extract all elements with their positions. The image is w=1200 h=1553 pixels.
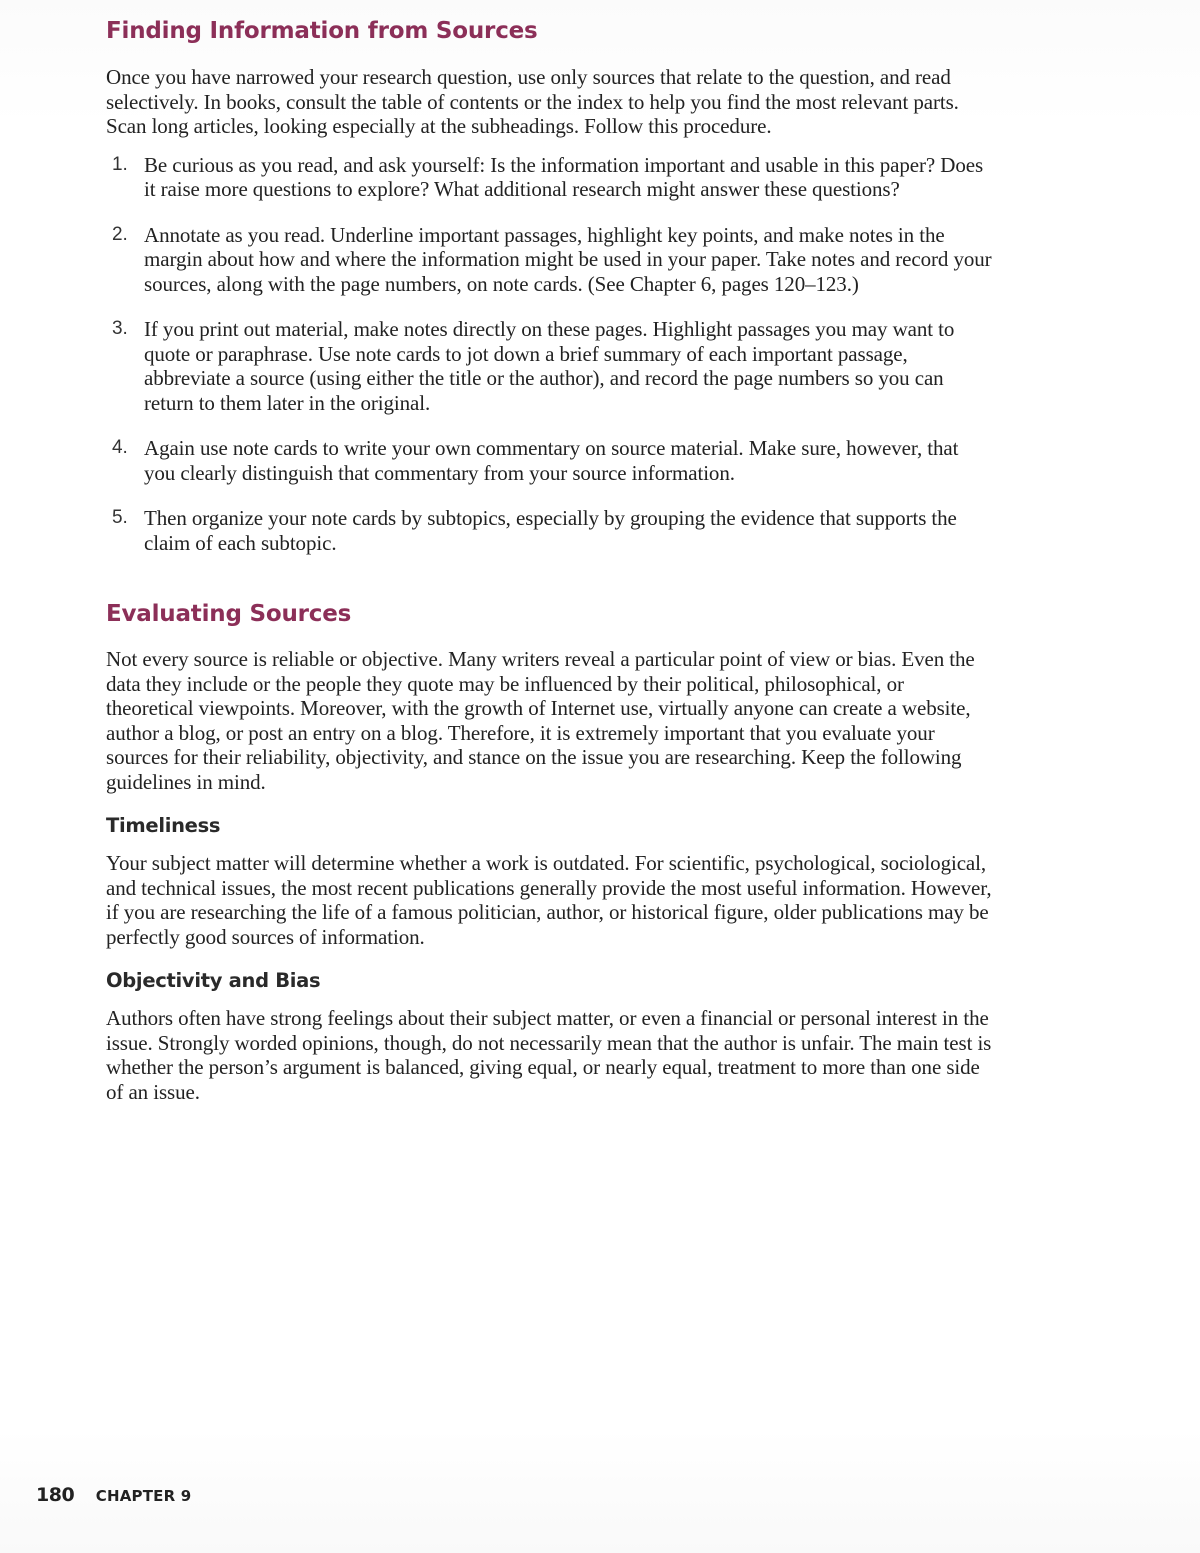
page-content <box>106 18 994 1104</box>
timeliness-text: Your subject matter will determine whether a work is outdated. For scientific, psychological, sociological, and technical issues, the most recent publications generally provide the most useful information. However, if you are researching the life of a famous politician, author, or historical figure, older publications may be perfectly good sources of information. <box>106 851 992 949</box>
procedure-steps-list <box>106 153 994 556</box>
step-text: Annotate as you read. Underline important passages, highlight key points, and make notes in the margin about how and where the information might be used in your paper. Take notes and record your sources, along with the page numbers, on note cards. (See Chapter 6, pages 120–123.) <box>144 222 992 296</box>
procedure-step <box>106 153 994 202</box>
step-text: Then organize your note cards by subtopics, especially by grouping the evidence that supports the claim of each subtopic. <box>144 506 957 555</box>
page-footer <box>36 1484 191 1506</box>
objectivity-text: Authors often have strong feelings about their subject matter, or even a financial or personal interest in the issue. Strongly worded opinions, though, do not necessarily mean that the author is unfair. The main test is whether the person’s argument is balanced, giving equal, or nearly equal, treatment to more than one side of an issue. <box>106 1006 992 1104</box>
procedure-step <box>106 436 994 485</box>
finding-information-intro: Once you have narrowed your research question, use only sources that relate to the question, and read selectively. In books, consult the table of contents or the index to help you find the most relevant parts. Scan long articles, looking especially at the subheadings. Follow this procedure. <box>106 65 959 138</box>
step-number: 3. <box>112 318 128 339</box>
step-number: 4. <box>112 437 128 458</box>
section-heading-evaluating-sources: Evaluating Sources <box>106 601 352 627</box>
page-number: 180 <box>36 1484 75 1506</box>
procedure-step <box>106 223 994 297</box>
step-text: If you print out material, make notes directly on these pages. Highlight passages you may want to quote or paraphrase. Use note cards to jot down a brief summary of each important passage, abbreviate a source (using either the title or the author), and record the page numbers so you can return to them later in the original. <box>144 317 955 415</box>
step-text: Be curious as you read, and ask yourself: Is the information important and usable in this paper? Does it raise more questions to explore? What additional research might answer these questions? <box>144 152 984 201</box>
procedure-step <box>106 317 994 415</box>
subheading-objectivity-and-bias: Objectivity and Bias <box>106 969 321 992</box>
step-number: 1. <box>112 153 128 175</box>
procedure-step <box>106 506 994 555</box>
section-heading-finding-information: Finding Information from Sources <box>106 18 538 44</box>
step-number: 2. <box>112 223 128 245</box>
subheading-timeliness: Timeliness <box>106 814 221 837</box>
chapter-label: CHAPTER 9 <box>95 1487 192 1505</box>
step-text: Again use note cards to write your own commentary on source material. Make sure, however, that you clearly distinguish that commentary from your source information. <box>144 436 959 485</box>
evaluating-sources-intro: Not every source is reliable or objective. Many writers reveal a particular point of view or bias. Even the data they include or the people they quote may be influenced by their political, philosophical, or theoretical viewpoints. Moreover, with the growth of Internet use, virtually anyone can create a website, author a blog, or post an entry on a blog. Therefore, it is extremely important that you evaluate your sources for their reliability, objectivity, and stance on the issue you are researching. Keep the following guidelines in mind. <box>106 647 975 794</box>
step-number: 5. <box>112 507 128 528</box>
